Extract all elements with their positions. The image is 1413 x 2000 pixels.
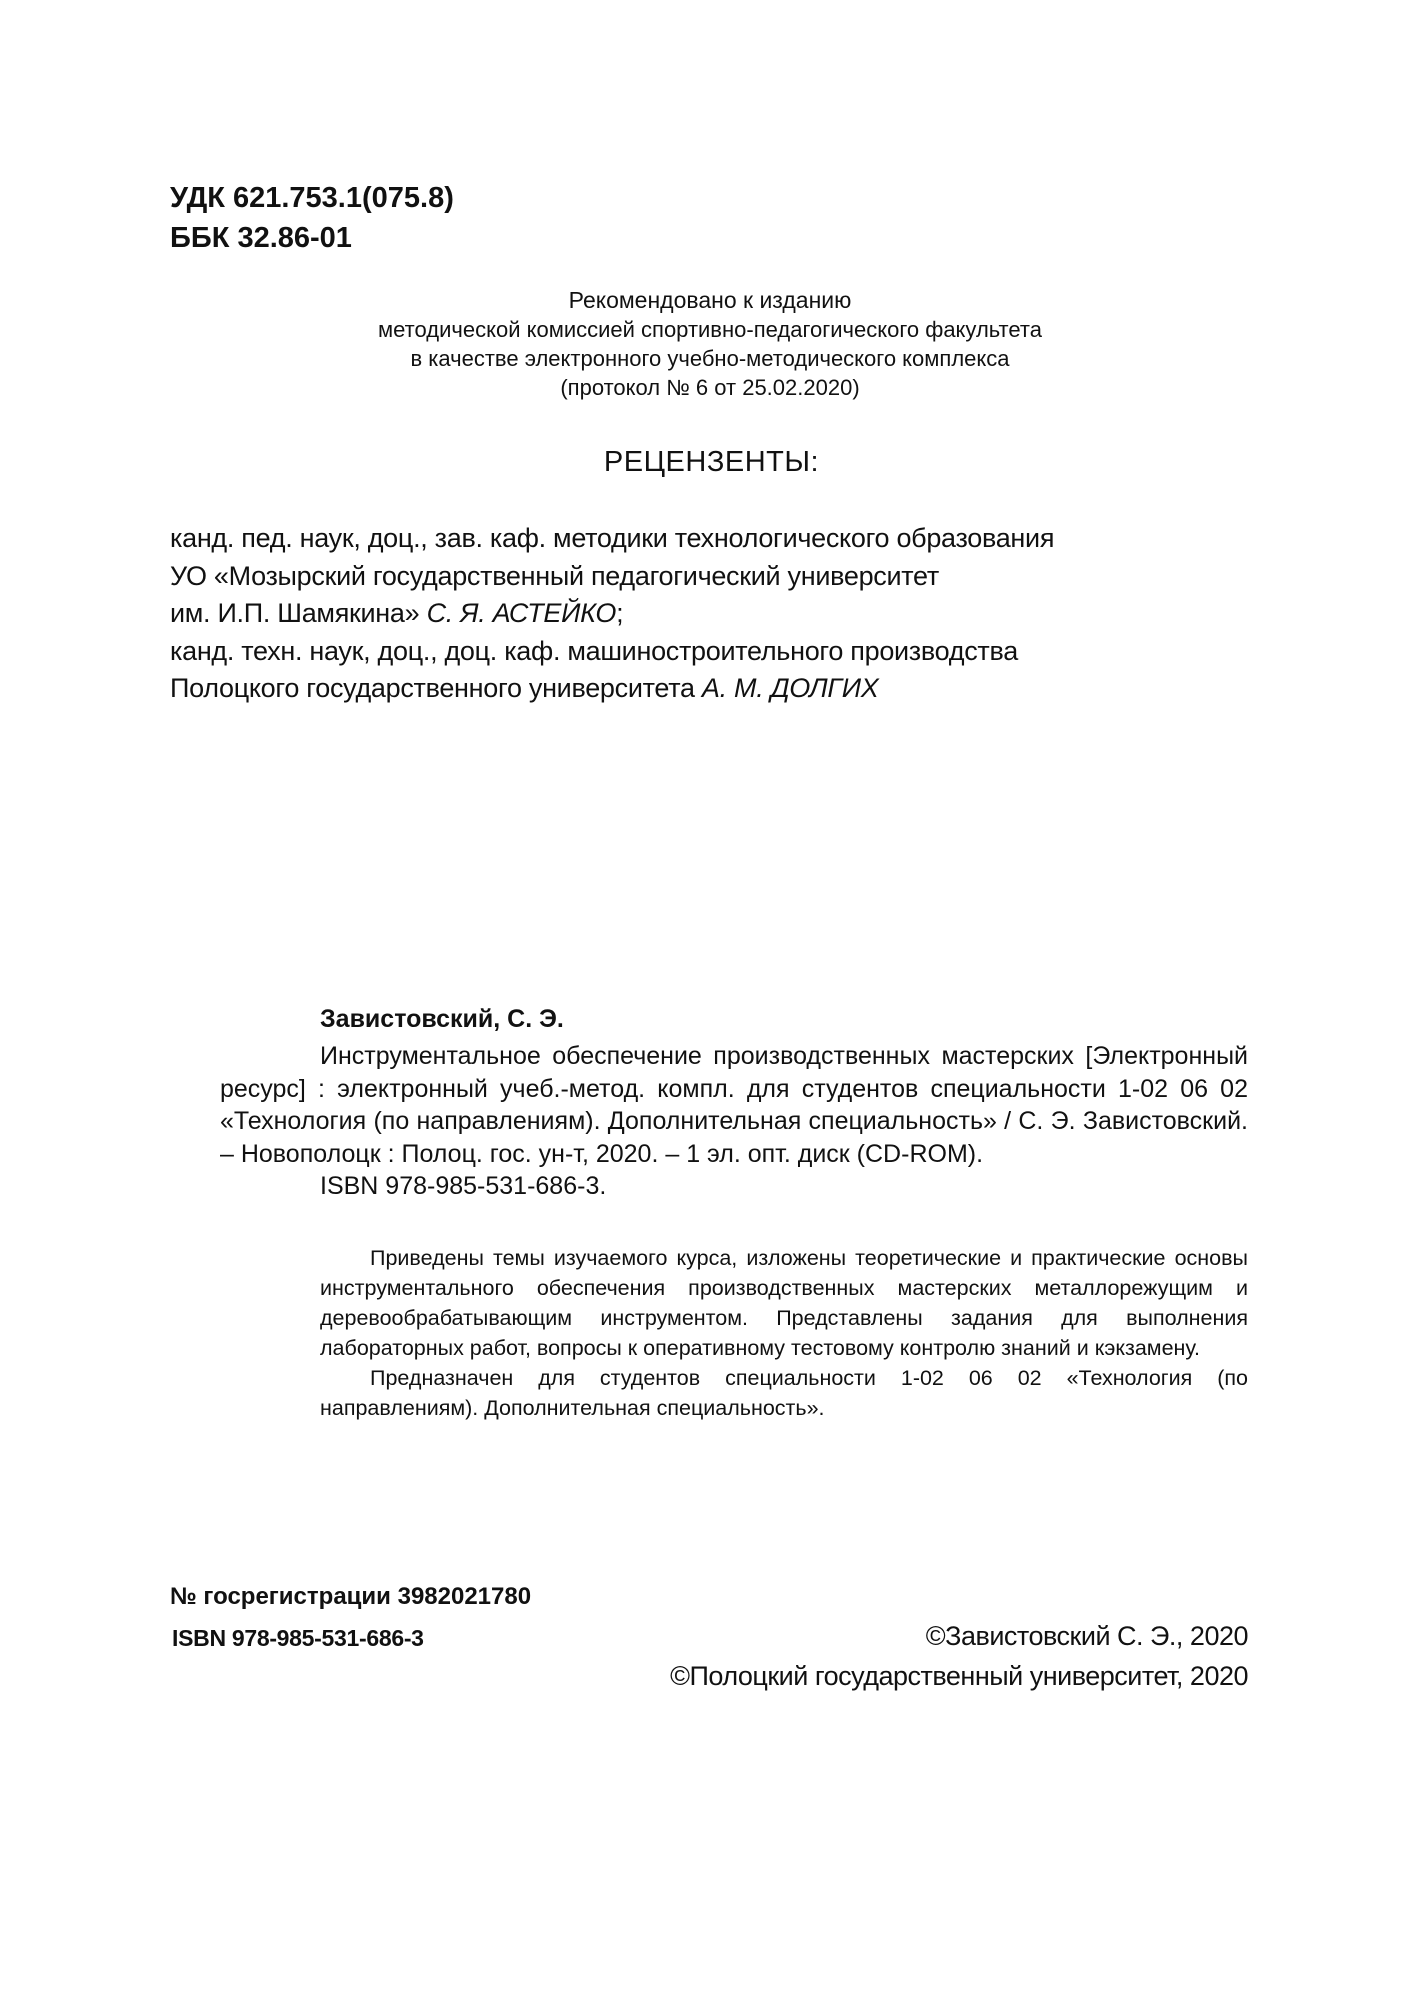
bbk-code: ББК 32.86-01 <box>170 222 352 254</box>
annotation-paragraph-2: Предназначен для студентов специальности 1-02 06 02 «Технология (по направлениям). Дополнительная специальность». <box>320 1366 1248 1420</box>
reviewer-1-name: С. Я. АСТЕЙКО <box>426 598 617 628</box>
reviewer-1-separator: ; <box>616 598 624 628</box>
recommendation-block <box>300 286 1120 402</box>
bibliographic-description <box>220 1040 1248 1203</box>
recommendation-line-3: в качестве электронного учебно-методического комплекса <box>410 346 1010 371</box>
recommendation-line-2: методической комиссией спортивно-педагогического факультета <box>378 317 1042 342</box>
reviewers-list <box>170 520 1054 708</box>
bibliographic-text: Инструментальное обеспечение производственных мастерских [Электронный ресурс] : электронный учеб.-метод. компл. для студентов специальности 1-02 06 02 «Технология (по направлениям). Дополнительная специальность» / С. Э. Завистовский. – Новополоцк : Полоц. гос. ун-т, 2020. – 1 эл. опт. диск (CD-ROM). <box>220 1042 1248 1168</box>
author-heading: Завистовский, С. Э. <box>320 1005 564 1033</box>
udk-code: УДК 621.753.1(075.8) <box>170 182 454 214</box>
copyright-university: ©Полоцкий государственный университет, 2020 <box>670 1661 1248 1691</box>
state-registration-number: № госрегистрации 3982021780 <box>170 1583 532 1610</box>
isbn-footer: ISBN 978-985-531-686-3 <box>172 1625 424 1651</box>
bibliographic-isbn: ISBN 978-985-531-686-3. <box>320 1172 607 1200</box>
reviewer-1-line-3 <box>170 595 1054 633</box>
reviewer-2-position: канд. техн. наук, доц., доц. каф. машиностроительного производства <box>170 635 1018 666</box>
copyright-author: ©Завистовский С. Э., 2020 <box>925 1621 1248 1651</box>
reviewer-1-org: УО «Мозырский государственный педагогический университет <box>170 560 939 591</box>
classification-codes <box>170 178 454 258</box>
reviewer-2-name: А. М. ДОЛГИХ <box>701 673 879 703</box>
reviewer-2-line-2 <box>170 670 1054 708</box>
reviewers-heading <box>0 446 1413 479</box>
reviewers-title: РЕЦЕНЗЕНТЫ: <box>603 446 820 478</box>
annotation <box>320 1243 1248 1423</box>
annotation-paragraph-1: Приведены темы изучаемого курса, изложены теоретические и практические основы инструментального обеспечения производственных мастерских металлорежущим и деревообрабатывающим инструментом. Представлены задания для выполнения лабораторных работ, вопросы к оперативному тестовому контролю знаний и кэкзамену. <box>320 1246 1248 1360</box>
reviewer-2-org: Полоцкого государственного университета <box>170 673 702 703</box>
reviewer-1-position: канд. пед. наук, доц., зав. каф. методики технологического образования <box>170 523 1055 553</box>
recommendation-line-1: Рекомендовано к изданию <box>568 287 852 313</box>
recommendation-line-4: (протокол № 6 от 25.02.2020) <box>560 375 860 400</box>
reviewer-1-org-end: им. И.П. Шамякина» <box>170 598 427 628</box>
